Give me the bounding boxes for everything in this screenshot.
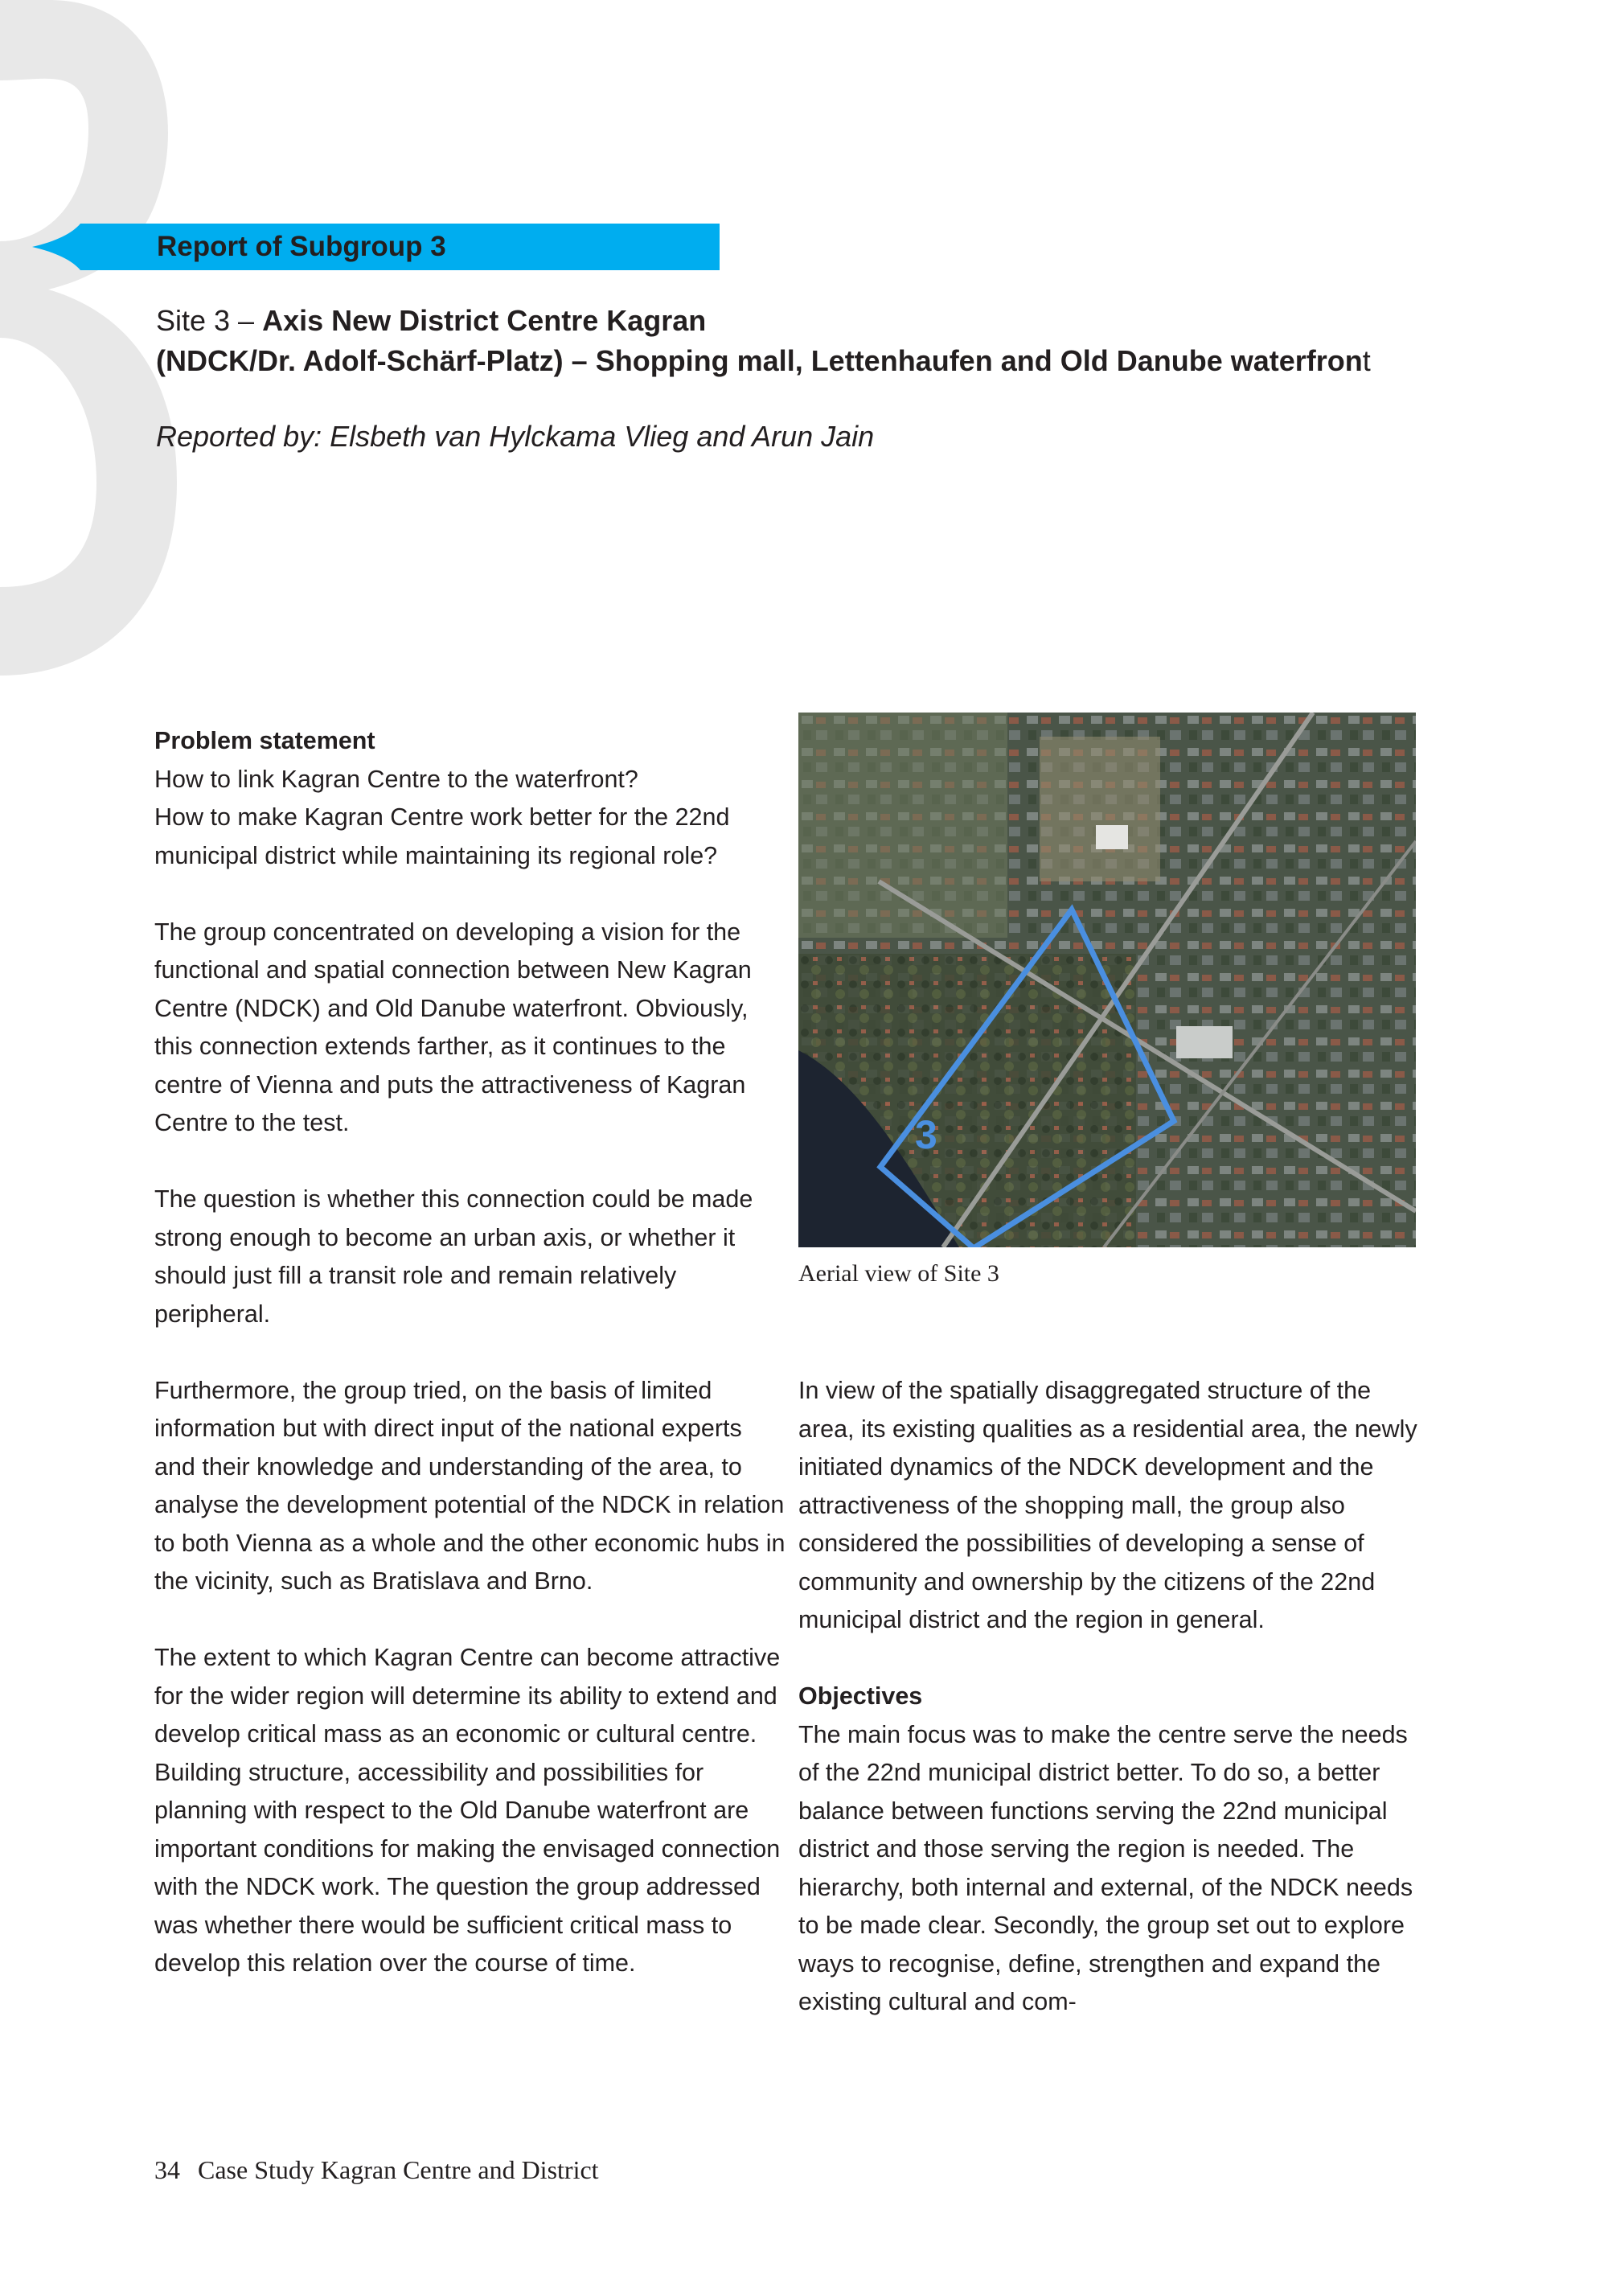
site-title-line-2	[156, 341, 1523, 381]
fields-area	[798, 713, 1007, 938]
problem-question-2: How to make Kagran Centre work better for the 22nd municipal district while maintaining its regional role?	[154, 803, 730, 869]
site-title-prefix: Site 3 –	[156, 304, 263, 337]
site-title-main: Axis New District Centre Kagran	[262, 304, 707, 337]
numeral-three-shape	[0, 0, 177, 676]
site-title-line-1	[156, 301, 1523, 341]
aerial-photo	[798, 713, 1416, 1247]
problem-statement-heading: Problem statement	[154, 727, 375, 754]
site-title-subtitle-tail: t	[1362, 344, 1371, 377]
problem-question-1: How to link Kagran Centre to the waterfront?	[154, 765, 638, 793]
banner-label: Report of Subgroup 3	[157, 231, 446, 262]
open-lot	[1040, 737, 1160, 881]
paragraph-furthermore: Furthermore, the group tried, on the basis of limited information but with direct input of the national experts and their knowledge and understanding of the area, to analyse the development potential of the NDCK in relation to both Vienna as a whole and the other economic hubs in the vicinity, such as Bratislava and Brno.	[154, 1376, 786, 1595]
publication-title: Case Study Kagran Centre and District	[198, 2155, 599, 2184]
paragraph-spatial-structure: In view of the spatially disaggregated structure of the area, its existing qualities as a residential area, the newly initiated dynamics of the NDCK development and the attractiveness of the shopping mall, the group also considered the possibilities of developing a sense of community and ownership by the citizens of the 22nd municipal district and the region in general.	[798, 1377, 1417, 1633]
paragraph-question: The question is whether this connection could be made strong enough to become an urban axis, or whether it should just fill a transit role and remain relatively peripheral.	[154, 1185, 753, 1328]
building	[1096, 825, 1128, 849]
reported-by: Reported by: Elsbeth van Hylckama Vlieg and Arun Jain	[156, 420, 875, 453]
aerial-figure	[798, 713, 1416, 1247]
site-title-subtitle: (NDCK/Dr. Adolf-Schärf-Platz) – Shopping mall, Lettenhaufen and Old Danube waterfron	[156, 344, 1363, 377]
site-title	[156, 301, 1523, 381]
figure-caption: Aerial view of Site 3	[798, 1260, 999, 1287]
site-3-marker: 3	[915, 1112, 937, 1157]
objectives-text: The main focus was to make the centre serve the needs of the 22nd municipal district better. To do so, a better balance between functions serving the 22nd municipal district and those serving the region is needed. The hierarchy, both internal and external, of the NDCK needs to be made clear. Secondly, the group set out to explore ways to recognise, define, strengthen and expand the existing cultural and com-	[798, 1720, 1413, 2015]
paragraph-extent: The extent to which Kagran Centre can become attractive for the wider region will determine its ability to extend and develop critical mass as an economic or cultural centre. Building structure, accessibility and possibilities for planning with respect to the Old Danube waterfront are important conditions for making the envisaged connection with the NDCK work. The question the group addressed was whether there would be sufficient critical mass to develop this relation over the course of time.	[154, 1644, 781, 1977]
section-banner	[32, 224, 720, 270]
right-column	[798, 1372, 1434, 2022]
page-number: 34	[154, 2155, 180, 2184]
paragraph-vision: The group concentrated on developing a vision for the functional and spatial connection between New Kagran Centre (NDCK) and Old Danube waterfront. Obviously, this connection extends farther, as it continues to the centre of Vienna and puts the attractiveness of Kagran Centre to the test.	[154, 918, 752, 1136]
objectives-heading: Objectives	[798, 1682, 923, 1710]
page-footer	[154, 2155, 599, 2185]
shopping-mall	[1176, 1026, 1233, 1058]
left-column	[154, 722, 790, 2021]
